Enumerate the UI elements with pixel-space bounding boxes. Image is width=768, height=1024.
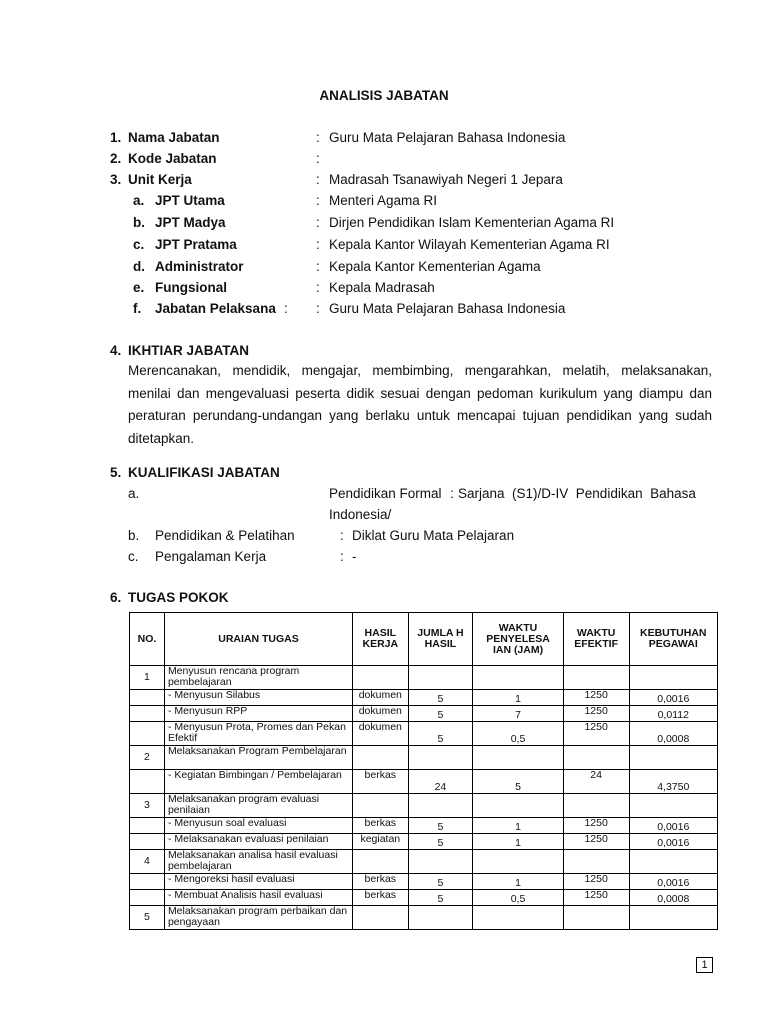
cell-uraian: - Membuat Analisis hasil evaluasi xyxy=(164,890,352,906)
cell-no xyxy=(130,690,165,706)
column-header-no: NO. xyxy=(130,613,165,666)
cell-hasil-kerja: dokumen xyxy=(353,706,409,722)
colon: : xyxy=(316,215,320,230)
cell-kebutuhan-pegawai: 0,0016 xyxy=(629,690,717,706)
colon: : xyxy=(340,528,344,543)
cell-waktu-efektif: 1250 xyxy=(563,722,629,746)
cell-waktu-penyelesaian xyxy=(473,850,563,874)
cell-waktu-efektif xyxy=(563,850,629,874)
cell-waktu-penyelesaian: 1 xyxy=(473,874,563,890)
cell-kebutuhan-pegawai: 0,0016 xyxy=(629,874,717,890)
ikhtiar-jabatan-text: Merencanakan, mendidik, mengajar, membimbing, mengarahkan, melatih, melaksanakan, menilai dan mengevaluasi peserta didik sesuai dengan pedoman kurikulum yang diampu dan peraturan perundang-undangan yang berlaku untuk mencapai tujuan pendidikan yang sudah ditetapkan. xyxy=(128,363,712,446)
cell-waktu-efektif xyxy=(563,794,629,818)
cell-jumlah-hasil xyxy=(408,906,473,930)
colon: : xyxy=(316,259,320,274)
kualifikasi-value-pendidikan-formal: Sarjana (S1)/D-IV Pendidikan Bahasa xyxy=(458,486,696,501)
cell-jumlah-hasil: 5 xyxy=(408,834,473,850)
sub-item-letter: b. xyxy=(133,215,145,230)
cell-hasil-kerja: berkas xyxy=(353,818,409,834)
cell-jumlah-hasil: 5 xyxy=(408,706,473,722)
kualifikasi-value-pendidikan-pelatihan: Diklat Guru Mata Pelajaran xyxy=(352,528,515,543)
sub-item-value-administrator: Kepala Kantor Kementerian Agama xyxy=(329,259,541,274)
sub-item-label-fungsional: Fungsional xyxy=(155,280,227,295)
cell-no: 3 xyxy=(130,794,165,818)
cell-hasil-kerja: berkas xyxy=(353,890,409,906)
cell-uraian: - Menyusun soal evaluasi xyxy=(164,818,352,834)
kualifikasi-letter: a. xyxy=(128,486,140,501)
cell-hasil-kerja: kegiatan xyxy=(353,834,409,850)
kualifikasi-letter: c. xyxy=(128,549,139,564)
cell-waktu-efektif xyxy=(563,666,629,690)
kualifikasi-letter: b. xyxy=(128,528,140,543)
section-heading-tugas-pokok: TUGAS POKOK xyxy=(128,590,229,605)
cell-uraian: - Menyusun Silabus xyxy=(164,690,352,706)
table-row xyxy=(130,666,718,690)
sub-item-label-jpt-pratama: JPT Pratama xyxy=(155,237,237,252)
colon: : xyxy=(316,130,320,145)
sub-item-label-jabatan-pelaksana: Jabatan Pelaksana xyxy=(155,301,276,316)
item-value-unit-kerja: Madrasah Tsanawiyah Negeri 1 Jepara xyxy=(329,172,563,187)
cell-waktu-efektif: 1250 xyxy=(563,890,629,906)
cell-no xyxy=(130,770,165,794)
cell-hasil-kerja xyxy=(353,666,409,690)
kualifikasi-value-pengalaman-kerja: - xyxy=(352,549,357,564)
cell-waktu-penyelesaian xyxy=(473,666,563,690)
page-number: 1 xyxy=(696,957,713,973)
item-label-unit-kerja: Unit Kerja xyxy=(128,172,192,187)
cell-waktu-efektif: 1250 xyxy=(563,874,629,890)
cell-kebutuhan-pegawai xyxy=(629,850,717,874)
cell-waktu-penyelesaian xyxy=(473,906,563,930)
colon: : xyxy=(284,301,288,316)
table-row xyxy=(130,874,718,890)
page-title: ANALISIS JABATAN xyxy=(319,88,449,103)
cell-waktu-efektif xyxy=(563,746,629,770)
sub-item-letter: d. xyxy=(133,259,145,274)
cell-waktu-penyelesaian: 7 xyxy=(473,706,563,722)
cell-jumlah-hasil: 5 xyxy=(408,818,473,834)
cell-uraian: - Mengoreksi hasil evaluasi xyxy=(164,874,352,890)
table-row xyxy=(130,906,718,930)
item-value-nama-jabatan: Guru Mata Pelajaran Bahasa Indonesia xyxy=(329,130,566,145)
cell-waktu-efektif: 1250 xyxy=(563,690,629,706)
section-heading-kualifikasi-jabatan: KUALIFIKASI JABATAN xyxy=(128,465,280,480)
cell-waktu-efektif: 24 xyxy=(563,770,629,794)
section-number: 6. xyxy=(110,590,122,605)
cell-jumlah-hasil: 5 xyxy=(408,722,473,746)
cell-uraian: - Kegiatan Bimbingan / Pembelajaran xyxy=(164,770,352,794)
sub-item-value-jabatan-pelaksana: Guru Mata Pelajaran Bahasa Indonesia xyxy=(329,301,566,316)
cell-hasil-kerja: dokumen xyxy=(353,690,409,706)
table-row xyxy=(130,706,718,722)
cell-waktu-efektif: 1250 xyxy=(563,818,629,834)
sub-item-label-jpt-madya: JPT Madya xyxy=(155,215,226,230)
cell-uraian: Melaksanakan program perbaikan dan pengayaan xyxy=(164,906,352,930)
cell-uraian: Melaksanakan Program Pembelajaran xyxy=(164,746,352,770)
column-header-hasil-kerja: HASIL KERJA xyxy=(353,613,409,666)
cell-kebutuhan-pegawai xyxy=(629,906,717,930)
table-row xyxy=(130,722,718,746)
colon: : xyxy=(316,151,320,166)
cell-jumlah-hasil xyxy=(408,794,473,818)
sub-item-label-jpt-utama: JPT Utama xyxy=(155,193,225,208)
kualifikasi-label-pendidikan-pelatihan: Pendidikan & Pelatihan xyxy=(155,528,295,543)
column-header-waktu-penyelesaian: WAKTU PENYELESA IAN (JAM) xyxy=(473,613,563,666)
cell-no: 2 xyxy=(130,746,165,770)
cell-waktu-efektif xyxy=(563,906,629,930)
column-header-waktu-efektif: WAKTU EFEKTIF xyxy=(563,613,629,666)
cell-uraian: Melaksanakan analisa hasil evaluasi pembelajaran xyxy=(164,850,352,874)
cell-uraian: Menyusun rencana program pembelajaran xyxy=(164,666,352,690)
table-header-row xyxy=(130,613,718,666)
cell-jumlah-hasil: 24 xyxy=(408,770,473,794)
table-row xyxy=(130,850,718,874)
cell-kebutuhan-pegawai: 0,0112 xyxy=(629,706,717,722)
item-number: 3. xyxy=(110,172,122,187)
table-row xyxy=(130,746,718,770)
cell-kebutuhan-pegawai: 0,0016 xyxy=(629,834,717,850)
kualifikasi-value-pendidikan-formal-cont: Indonesia/ xyxy=(329,507,392,522)
cell-no xyxy=(130,818,165,834)
item-number: 1. xyxy=(110,130,122,145)
section-number: 4. xyxy=(110,343,122,358)
cell-uraian: - Menyusun Prota, Promes dan Pekan Efektif xyxy=(164,722,352,746)
cell-uraian: - Menyusun RPP xyxy=(164,706,352,722)
table-row xyxy=(130,890,718,906)
cell-hasil-kerja: berkas xyxy=(353,770,409,794)
sub-item-value-jpt-pratama: Kepala Kantor Wilayah Kementerian Agama RI xyxy=(329,237,610,252)
cell-hasil-kerja xyxy=(353,906,409,930)
cell-kebutuhan-pegawai: 0,0016 xyxy=(629,818,717,834)
sub-item-value-fungsional: Kepala Madrasah xyxy=(329,280,435,295)
sub-item-letter: a. xyxy=(133,193,145,208)
column-header-uraian-tugas: URAIAN TUGAS xyxy=(164,613,352,666)
cell-waktu-penyelesaian: 0,5 xyxy=(473,890,563,906)
cell-kebutuhan-pegawai: 0,0008 xyxy=(629,722,717,746)
sub-item-value-jpt-madya: Dirjen Pendidikan Islam Kementerian Agama RI xyxy=(329,215,615,230)
colon: : xyxy=(316,172,320,187)
cell-waktu-penyelesaian: 5 xyxy=(473,770,563,794)
cell-waktu-penyelesaian xyxy=(473,794,563,818)
cell-waktu-penyelesaian: 0,5 xyxy=(473,722,563,746)
cell-jumlah-hasil xyxy=(408,746,473,770)
cell-hasil-kerja: dokumen xyxy=(353,722,409,746)
cell-no xyxy=(130,722,165,746)
sub-item-letter: f. xyxy=(133,301,142,316)
cell-waktu-penyelesaian: 1 xyxy=(473,818,563,834)
table-body xyxy=(130,666,718,930)
section-heading-ikhtiar-jabatan: IKHTIAR JABATAN xyxy=(128,343,249,358)
kualifikasi-label-pengalaman-kerja: Pengalaman Kerja xyxy=(155,549,267,564)
colon: : xyxy=(316,237,320,252)
colon: : xyxy=(340,549,344,564)
cell-kebutuhan-pegawai xyxy=(629,666,717,690)
cell-no: 4 xyxy=(130,850,165,874)
cell-kebutuhan-pegawai: 0,0008 xyxy=(629,890,717,906)
colon: : xyxy=(450,486,454,501)
sub-item-letter: e. xyxy=(133,280,145,295)
column-header-kebutuhan-pegawai: KEBUTUHAN PEGAWAI xyxy=(629,613,717,666)
tugas-pokok-table xyxy=(129,612,718,930)
item-number: 2. xyxy=(110,151,122,166)
cell-no: 5 xyxy=(130,906,165,930)
item-label-nama-jabatan: Nama Jabatan xyxy=(128,130,220,145)
cell-hasil-kerja: berkas xyxy=(353,874,409,890)
cell-hasil-kerja xyxy=(353,850,409,874)
item-label-kode-jabatan: Kode Jabatan xyxy=(128,151,217,166)
kualifikasi-label-pendidikan-formal: Pendidikan Formal xyxy=(329,486,442,501)
cell-uraian: Melaksanakan program evaluasi penilaian xyxy=(164,794,352,818)
cell-jumlah-hasil xyxy=(408,850,473,874)
cell-jumlah-hasil xyxy=(408,666,473,690)
cell-waktu-efektif: 1250 xyxy=(563,834,629,850)
cell-jumlah-hasil: 5 xyxy=(408,890,473,906)
sub-item-label-administrator: Administrator xyxy=(155,259,244,274)
cell-jumlah-hasil: 5 xyxy=(408,690,473,706)
colon: : xyxy=(316,280,320,295)
table-row xyxy=(130,690,718,706)
cell-no xyxy=(130,834,165,850)
cell-hasil-kerja xyxy=(353,746,409,770)
cell-waktu-penyelesaian: 1 xyxy=(473,834,563,850)
cell-uraian: - Melaksanakan evaluasi penilaian xyxy=(164,834,352,850)
sub-item-value-jpt-utama: Menteri Agama RI xyxy=(329,193,438,208)
cell-waktu-penyelesaian xyxy=(473,746,563,770)
cell-no xyxy=(130,706,165,722)
cell-waktu-penyelesaian: 1 xyxy=(473,690,563,706)
cell-jumlah-hasil: 5 xyxy=(408,874,473,890)
cell-kebutuhan-pegawai: 4,3750 xyxy=(629,770,717,794)
cell-kebutuhan-pegawai xyxy=(629,794,717,818)
column-header-jumlah-hasil: JUMLA H HASIL xyxy=(408,613,473,666)
cell-no xyxy=(130,890,165,906)
cell-no: 1 xyxy=(130,666,165,690)
cell-no xyxy=(130,874,165,890)
cell-hasil-kerja xyxy=(353,794,409,818)
table-row xyxy=(130,834,718,850)
section-number: 5. xyxy=(110,465,122,480)
cell-waktu-efektif: 1250 xyxy=(563,706,629,722)
colon: : xyxy=(316,301,320,316)
table-row xyxy=(130,794,718,818)
table-row xyxy=(130,818,718,834)
colon: : xyxy=(316,193,320,208)
cell-kebutuhan-pegawai xyxy=(629,746,717,770)
sub-item-letter: c. xyxy=(133,237,145,252)
table-row xyxy=(130,770,718,794)
